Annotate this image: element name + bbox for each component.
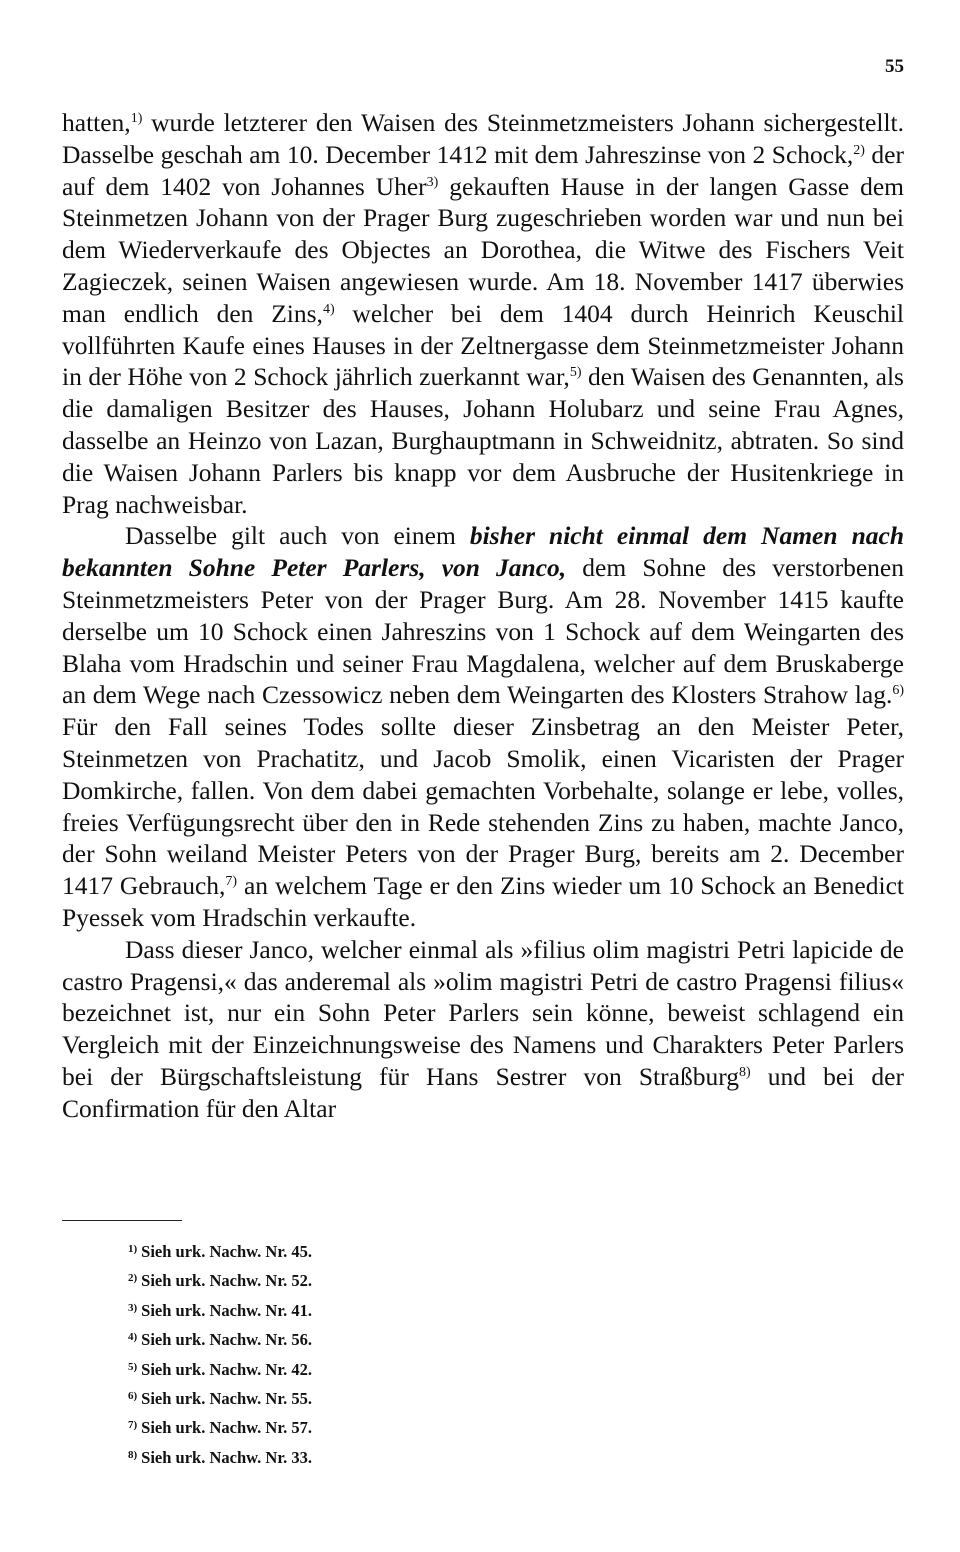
footnote-mark: 8) xyxy=(128,1448,138,1461)
text-run: Dasselbe gilt auch von einem xyxy=(125,521,470,551)
footnote xyxy=(128,1324,528,1353)
text-run: gekauften Hause in der langen Gasse dem Steinmetzen Johann von der Prager Burg zugeschrieben worden war und nun bei dem Wiederverkaufe des Objectes an Dorothea, die Witwe des Fischers Veit Zagieczek, seinen Waisen angewiesen wurde. Am 18. November 1417 überwies man endlich den Zins, xyxy=(62,171,904,328)
footnote-reference: 5) xyxy=(569,365,582,381)
footnote-mark: 4) xyxy=(128,1331,138,1344)
footnote-mark: 2) xyxy=(128,1272,138,1285)
footnote-mark: 6) xyxy=(128,1390,138,1403)
text-run: der auf dem 1402 von Johannes Uher xyxy=(62,139,904,201)
footnote-text: Sieh urk. Nachw. Nr. 57. xyxy=(141,1418,313,1438)
footnote xyxy=(128,1354,528,1383)
text-run: hatten, xyxy=(62,108,131,137)
footnote-reference: 2) xyxy=(853,142,865,158)
footnote xyxy=(128,1265,528,1294)
text-run: und bei der Confirmation für den Altar xyxy=(62,1061,904,1123)
footnotes xyxy=(128,1236,528,1471)
footnote-reference: 1) xyxy=(130,111,143,126)
footnote-mark: 1) xyxy=(128,1243,138,1255)
footnote xyxy=(128,1295,528,1324)
text-run: welcher bei dem 1404 durch Heinrich Keuschil vollführten Kaufe eines Hauses in der Zeltnergasse dem Steinmetzmeister Johann in der Höhe von 2 Schock jährlich zuerkannt war, xyxy=(62,298,904,392)
paragraph xyxy=(62,934,904,1125)
footnote-text: Sieh urk. Nachw. Nr. 52. xyxy=(141,1271,313,1291)
footnote-text: Sieh urk. Nachw. Nr. 56. xyxy=(141,1330,313,1350)
text-run: dem Sohne des verstorbenen Steinmetzmeisters Peter von der Prager Burg. Am 28. November 1415 kaufte derselbe um 10 Schock einen Jahreszins von 1 Schock auf dem Weingarten des Blaha vom Hradschin und seiner Frau Magdalena, welcher auf dem Bruskaberge an dem Wege nach Czessowicz neben dem Weingarten des Klosters Strahow lag. xyxy=(62,553,904,710)
footnote-mark: 5) xyxy=(128,1360,138,1373)
body-text xyxy=(62,107,904,1125)
footnote xyxy=(128,1442,528,1471)
text-run: wurde letzterer den Waisen des Steinmetzmeisters Johann sichergestellt. Dasselbe geschah am 10. December 1412 mit dem Jahreszinse von 2 Schock, xyxy=(62,108,904,169)
footnote-reference: 4) xyxy=(322,301,335,317)
footnote-text: Sieh urk. Nachw. Nr. 33. xyxy=(141,1447,313,1467)
text-run: an welchem Tage er den Zins wieder um 10 Schock an Benedict Pyessek vom Hradschin verkaufte. xyxy=(62,871,904,932)
emphasized-text: bisher nicht einmal dem Namen nach bekannten Sohne Peter Parlers, von Janco, xyxy=(62,521,904,583)
footnote xyxy=(128,1383,528,1412)
text-run: Dass dieser Janco, welcher einmal als »filius olim magistri Petri lapicide de castro Pragensi,« das anderemal als »olim magistri Petri de castro Pragensi filius« bezeichnet ist, nur ein Sohn Peter Parlers sein könne, beweist schlagend ein Vergleich mit der Einzeichnungsweise des Namens und Charakters Peter Parlers bei der Bürgschaftsleistung für Hans Sestrer von Straßburg xyxy=(62,934,904,1091)
paragraph xyxy=(62,520,904,933)
footnote xyxy=(128,1412,528,1441)
footnote-mark: 7) xyxy=(128,1419,138,1432)
footnote-reference: 7) xyxy=(225,874,238,890)
footnote xyxy=(128,1236,528,1265)
text-run: Für den Fall seines Todes sollte dieser Zinsbetrag an den Meister Peter, Steinmetzen von Prachatitz, und Jacob Smolik, einen Vicaristen der Prager Domkirche, fallen. Von dem dabei gemachten Vorbehalte, solange er lebe, volles, freies Verfügungsrecht über den in Rede stehenden Zins zu haben, machte Janco, der Sohn weiland Meister Peters von der Prager Burg, bereits am 2. December 1417 Gebrauch, xyxy=(62,712,904,901)
footnote-mark: 3) xyxy=(128,1301,138,1314)
text-run: den Waisen des Genannten, als die damaligen Besitzer des Hauses, Johann Holubarz und seine Frau Agnes, dasselbe an Heinzo von Lazan, Burghauptmann in Schweidnitz, abtraten. So sind die Waisen Johann Parlers bis knapp vor dem Ausbruche der Husitenkriege in Prag nachweisbar. xyxy=(62,362,904,519)
footnote-text: Sieh urk. Nachw. Nr. 41. xyxy=(141,1300,313,1320)
footnote-reference: 3) xyxy=(426,174,439,190)
page-number: 55 xyxy=(885,56,904,77)
footnote-reference: 6) xyxy=(892,683,904,699)
footnote-reference: 8) xyxy=(738,1064,751,1080)
footnote-divider xyxy=(62,1220,182,1221)
paragraph xyxy=(62,107,904,520)
footnote-text: Sieh urk. Nachw. Nr. 55. xyxy=(141,1389,313,1409)
footnote-text: Sieh urk. Nachw. Nr. 42. xyxy=(141,1359,313,1379)
footnote-text: Sieh urk. Nachw. Nr. 45. xyxy=(141,1242,313,1261)
